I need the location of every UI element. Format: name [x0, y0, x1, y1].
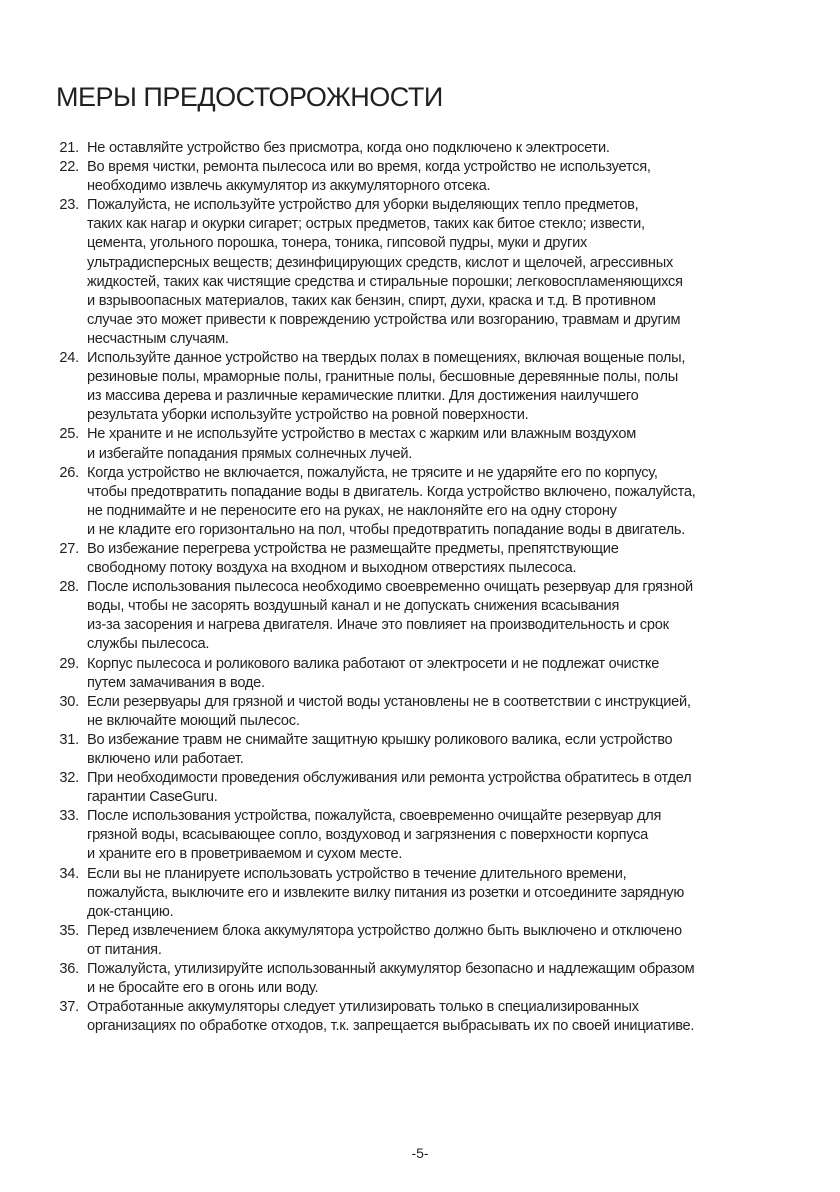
list-item: [0, 139, 840, 158]
text-line: Корпус пылесоса и роликового валика работают от электросети и не подлежат очистке: [87, 655, 660, 672]
item-text: [87, 769, 827, 807]
list-item: [0, 807, 840, 864]
text-line: от питания.: [87, 941, 162, 958]
list-item: [0, 960, 840, 998]
text-line: случае это может привести к повреждению устройства или возгоранию, травмам и другим: [87, 311, 681, 328]
item-number: 32.: [59, 770, 79, 787]
text-line: чтобы предотвратить попадание воды в двигатель. Когда устройство включено, пожалуйста,: [87, 483, 696, 500]
list-item: [0, 769, 840, 807]
text-line: и взрывоопасных материалов, таких как бензин, спирт, духи, краска и т.д. В противном: [87, 292, 656, 309]
item-number: 25.: [59, 426, 79, 443]
text-line: воды, чтобы не засорять воздушный канал и не допускать снижения всасывания: [87, 598, 620, 615]
text-line: из-за засорения и нагрева двигателя. Иначе это повлияет на производительность и срок: [87, 617, 669, 634]
text-line: Пожалуйста, не используйте устройство для уборки выделяющих тепло предметов,: [87, 197, 639, 214]
list-item: [0, 158, 840, 196]
text-line: Не храните и не используйте устройство в местах с жарким или влажным воздухом: [87, 426, 637, 443]
precautions-list: [0, 139, 840, 1036]
item-number: 28.: [59, 579, 79, 596]
text-line: таких как нагар и окурки сигарет; острых предметов, таких как битое стекло; извести,: [87, 216, 645, 233]
item-text: [87, 464, 827, 540]
text-line: организациях по обработке отходов, т.к. запрещается выбрасывать их по своей инициативе.: [87, 1018, 695, 1035]
text-line: несчастным случаям.: [87, 330, 229, 347]
item-number: 35.: [59, 922, 79, 939]
item-number: 37.: [59, 999, 79, 1016]
text-line: из массива дерева и различные керамические плитки. Для достижения наилучшего: [87, 388, 639, 405]
text-line: цемента, угольного порошка, тонера, тоника, гипсовой пудры, муки и других: [87, 235, 588, 252]
list-item: [0, 922, 840, 960]
text-line: результата уборки используйте устройство на ровной поверхности.: [87, 407, 529, 424]
list-item: [0, 349, 840, 425]
text-line: службы пылесоса.: [87, 636, 210, 653]
text-line: путем замачивания в воде.: [87, 674, 265, 691]
item-text: [87, 865, 827, 922]
item-number: 26.: [59, 464, 79, 481]
text-line: жидкостей, таких как чистящие средства и стиральные порошки; легковоспламеняющихся: [87, 273, 683, 290]
item-text: [87, 960, 827, 998]
item-text: [87, 578, 827, 654]
item-number: 34.: [59, 865, 79, 882]
text-line: ультрадисперсных веществ; дезинфицирующих средств, кислот и щелочей, агрессивных: [87, 254, 674, 271]
list-item: [0, 196, 840, 349]
text-line: включено или работает.: [87, 751, 244, 767]
item-number: 23.: [59, 197, 79, 214]
item-number: 27.: [59, 540, 79, 557]
item-text: [87, 158, 827, 196]
text-line: Пожалуйста, утилизируйте использованный аккумулятор безопасно и надлежащим образом: [87, 961, 695, 978]
text-line: Отработанные аккумуляторы следует утилизировать только в специализированных: [87, 999, 639, 1016]
text-line: Если вы не планируете использовать устройство в течение длительного времени,: [87, 865, 627, 882]
text-line: Используйте данное устройство на твердых полах в помещениях, включая вощеные полы,: [87, 350, 686, 367]
item-text: [87, 540, 827, 578]
list-item: [0, 865, 840, 922]
list-item: [0, 655, 840, 693]
list-item: [0, 578, 840, 654]
item-text: [87, 922, 827, 960]
text-line: и избегайте попадания прямых солнечных лучей.: [87, 445, 413, 462]
text-line: Не оставляйте устройство без присмотра, когда оно подключено к электросети.: [87, 140, 610, 156]
item-text: [87, 139, 827, 158]
text-line: При необходимости проведения обслуживания или ремонта устройства обратитесь в отдел: [87, 770, 692, 787]
text-line: и храните его в проветриваемом и сухом месте.: [87, 846, 403, 863]
text-line: и не кладите его горизонтально на пол, чтобы предотвратить попадание воды в двигатель.: [87, 521, 686, 538]
list-item: [0, 998, 840, 1036]
text-line: Если резервуары для грязной и чистой воды установлены не в соответствии с инструкцией,: [87, 693, 691, 710]
text-line: Перед извлечением блока аккумулятора устройство должно быть выключено и отключено: [87, 922, 682, 939]
item-text: [87, 807, 827, 864]
text-line: необходимо извлечь аккумулятор из аккумуляторного отсека.: [87, 178, 491, 195]
text-line: Во избежание травм не снимайте защитную крышку роликового валика, если устройство: [87, 731, 673, 748]
item-text: [87, 196, 827, 349]
text-line: док-станцию.: [87, 903, 174, 920]
text-line: грязной воды, всасывающее сопло, воздуховод и загрязнения с поверхности корпуса: [87, 827, 649, 844]
page-number: -5-: [411, 1145, 429, 1161]
item-number: 29.: [59, 655, 79, 672]
text-line: Во время чистки, ремонта пылесоса или во время, когда устройство не используется,: [87, 159, 651, 176]
item-number: 22.: [59, 159, 79, 176]
page-title: МЕРЫ ПРЕДОСТОРОЖНОСТИ: [56, 82, 443, 112]
list-item: [0, 540, 840, 578]
item-text: [87, 349, 827, 425]
text-line: гарантии CaseGuru.: [87, 789, 218, 806]
item-number: 36.: [59, 961, 79, 978]
text-line: резиновые полы, мраморные полы, гранитные полы, бесшовные деревянные полы, полы: [87, 369, 679, 386]
text-line: Во избежание перегрева устройства не размещайте предметы, препятствующие: [87, 540, 619, 557]
list-item: [0, 731, 840, 769]
item-number: 24.: [59, 350, 79, 367]
text-line: После использования пылесоса необходимо своевременно очищать резервуар для грязной: [87, 579, 693, 596]
item-number: 31.: [59, 731, 79, 748]
text-line: пожалуйста, выключите его и извлеките вилку питания из розетки и отсоедините зарядную: [87, 884, 685, 901]
item-text: [87, 731, 827, 769]
list-item: [0, 425, 840, 463]
item-text: [87, 693, 827, 731]
item-number: 30.: [59, 693, 79, 710]
text-line: свободному потоку воздуха на входном и выходном отверстиях пылесоса.: [87, 560, 577, 577]
item-text: [87, 998, 827, 1036]
text-line: не включайте моющий пылесос.: [87, 712, 300, 729]
list-item: [0, 464, 840, 540]
text-line: После использования устройства, пожалуйста, своевременно очищайте резервуар для: [87, 808, 662, 825]
item-number: 33.: [59, 808, 79, 825]
item-text: [87, 425, 827, 463]
item-number: 21.: [59, 140, 79, 156]
item-text: [87, 655, 827, 693]
list-item: [0, 693, 840, 731]
text-line: Когда устройство не включается, пожалуйста, не трясите и не ударяйте его по корпусу,: [87, 464, 658, 481]
text-line: и не бросайте его в огонь или воду.: [87, 980, 319, 997]
text-line: не поднимайте и не переносите его на руках, не наклоняйте его на одну сторону: [87, 502, 617, 519]
